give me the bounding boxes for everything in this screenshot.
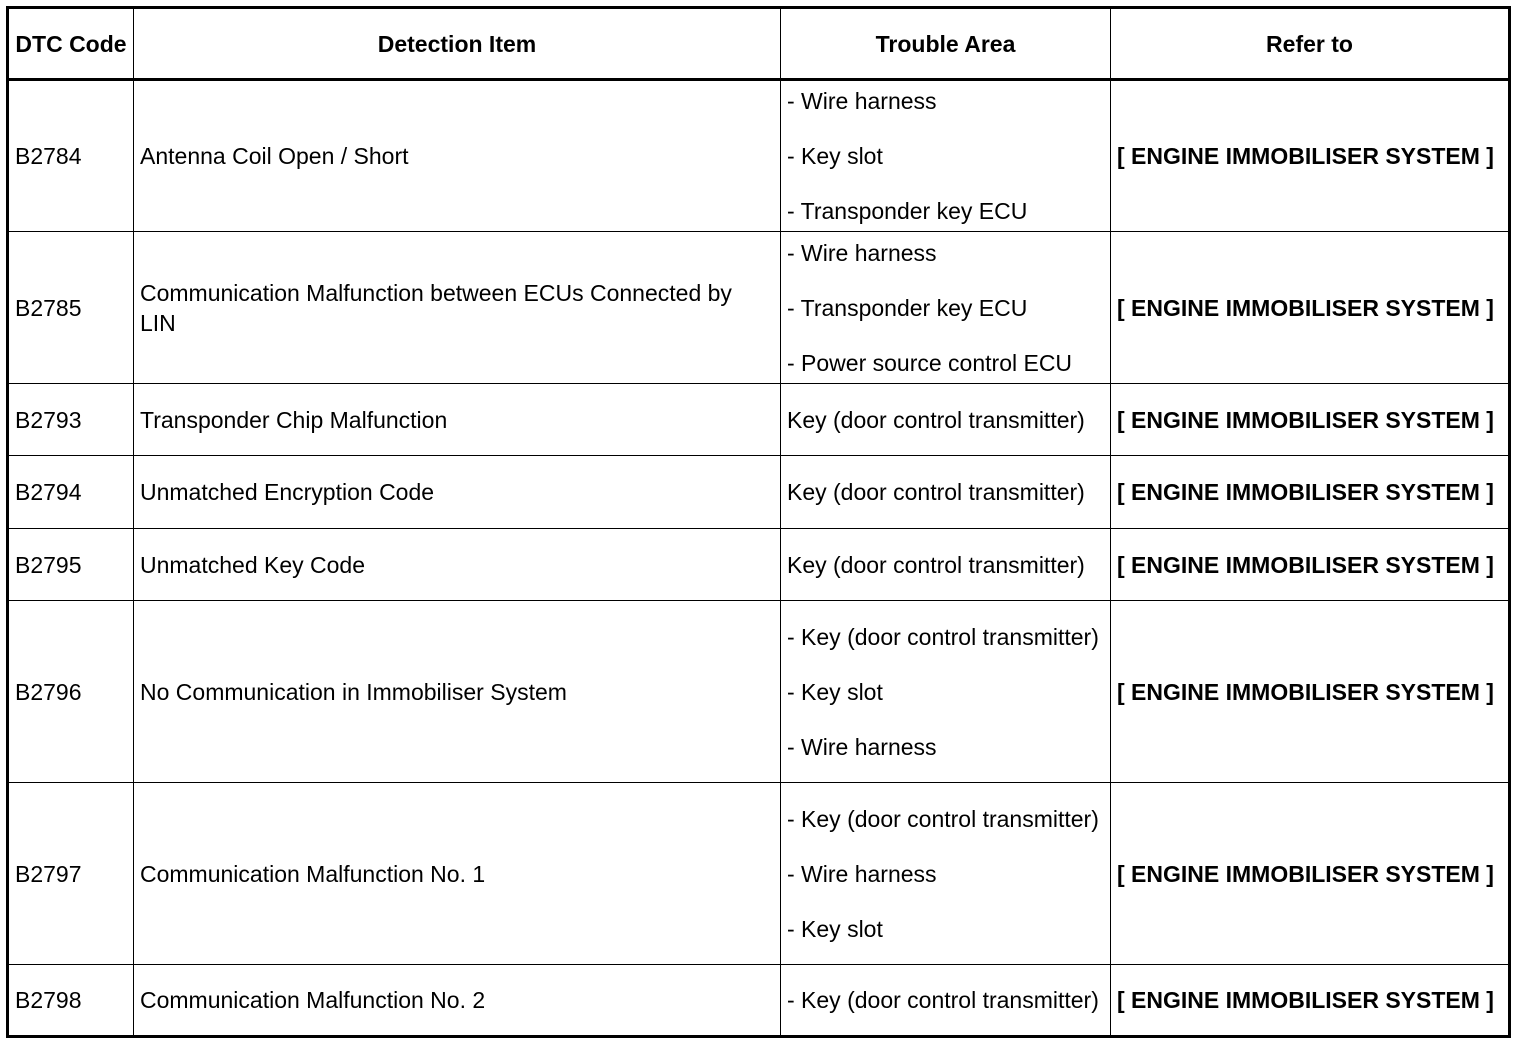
trouble-area-line: - Transponder key ECU — [787, 294, 1028, 321]
refer-to-cell: [ ENGINE IMMOBILISER SYSTEM ] — [1111, 232, 1510, 384]
trouble-area-line: - Wire harness — [787, 860, 937, 887]
detection-item-cell: Communication Malfunction between ECUs Connected by LIN — [134, 232, 781, 384]
detection-item-cell: Unmatched Key Code — [134, 529, 781, 601]
table-row — [8, 965, 1510, 1037]
trouble-area-line: - Wire harness — [787, 88, 937, 114]
table-header — [8, 8, 1510, 80]
table-row — [8, 529, 1510, 601]
trouble-area-cell — [781, 232, 1111, 384]
dtc-code-cell: B2798 — [8, 965, 134, 1037]
trouble-area-cell — [781, 80, 1111, 232]
trouble-area-line: - Key (door control transmitter) — [787, 805, 1099, 832]
detection-item-cell: Antenna Coil Open / Short — [134, 80, 781, 232]
refer-to-cell: [ ENGINE IMMOBILISER SYSTEM ] — [1111, 384, 1510, 456]
refer-to-cell: [ ENGINE IMMOBILISER SYSTEM ] — [1111, 80, 1510, 232]
table-row — [8, 232, 1510, 384]
trouble-area-cell — [781, 456, 1111, 529]
detection-item-cell: Unmatched Encryption Code — [134, 456, 781, 529]
trouble-area-cell — [781, 783, 1111, 965]
trouble-area-cell — [781, 601, 1111, 783]
trouble-area-line: - Wire harness — [787, 239, 937, 266]
refer-to-cell: [ ENGINE IMMOBILISER SYSTEM ] — [1111, 965, 1510, 1037]
table-row — [8, 783, 1510, 965]
header-trouble-area: Trouble Area — [781, 8, 1111, 80]
table-row — [8, 80, 1510, 232]
trouble-area-line: - Key (door control transmitter) — [787, 623, 1099, 650]
detection-item-cell: Communication Malfunction No. 1 — [134, 783, 781, 965]
dtc-table — [6, 6, 1511, 1038]
refer-to-cell: [ ENGINE IMMOBILISER SYSTEM ] — [1111, 529, 1510, 601]
trouble-area-line: - Key slot — [787, 915, 883, 942]
detection-item-cell: No Communication in Immobiliser System — [134, 601, 781, 783]
refer-to-cell: [ ENGINE IMMOBILISER SYSTEM ] — [1111, 456, 1510, 529]
refer-to-cell: [ ENGINE IMMOBILISER SYSTEM ] — [1111, 601, 1510, 783]
dtc-code-cell: B2797 — [8, 783, 134, 965]
trouble-area-line: - Power source control ECU — [787, 349, 1073, 376]
refer-to-cell: [ ENGINE IMMOBILISER SYSTEM ] — [1111, 783, 1510, 965]
table-row — [8, 384, 1510, 456]
trouble-area-line: Key (door control transmitter) — [787, 551, 1085, 578]
trouble-area-line: Key (door control transmitter) — [787, 406, 1085, 433]
table-body — [8, 80, 1510, 1037]
trouble-area-line: Key (door control transmitter) — [787, 479, 1085, 505]
header-refer-to: Refer to — [1111, 8, 1510, 80]
trouble-area-line: - Transponder key ECU — [787, 198, 1028, 224]
dtc-code-cell: B2785 — [8, 232, 134, 384]
trouble-area-cell — [781, 529, 1111, 601]
table-row — [8, 456, 1510, 529]
header-row — [8, 8, 1510, 80]
trouble-area-line: - Key (door control transmitter) — [787, 987, 1099, 1013]
trouble-area-cell — [781, 384, 1111, 456]
dtc-code-cell: B2795 — [8, 529, 134, 601]
trouble-area-line: - Key slot — [787, 143, 883, 169]
trouble-area-cell — [781, 965, 1111, 1037]
dtc-code-cell: B2793 — [8, 384, 134, 456]
dtc-code-cell: B2796 — [8, 601, 134, 783]
header-detection-item: Detection Item — [134, 8, 781, 80]
trouble-area-line: - Key slot — [787, 678, 883, 705]
detection-item-cell: Communication Malfunction No. 2 — [134, 965, 781, 1037]
dtc-code-cell: B2794 — [8, 456, 134, 529]
table-row — [8, 601, 1510, 783]
detection-item-cell: Transponder Chip Malfunction — [134, 384, 781, 456]
header-dtc-code: DTC Code — [8, 8, 134, 80]
trouble-area-line: - Wire harness — [787, 733, 937, 760]
dtc-code-cell: B2784 — [8, 80, 134, 232]
